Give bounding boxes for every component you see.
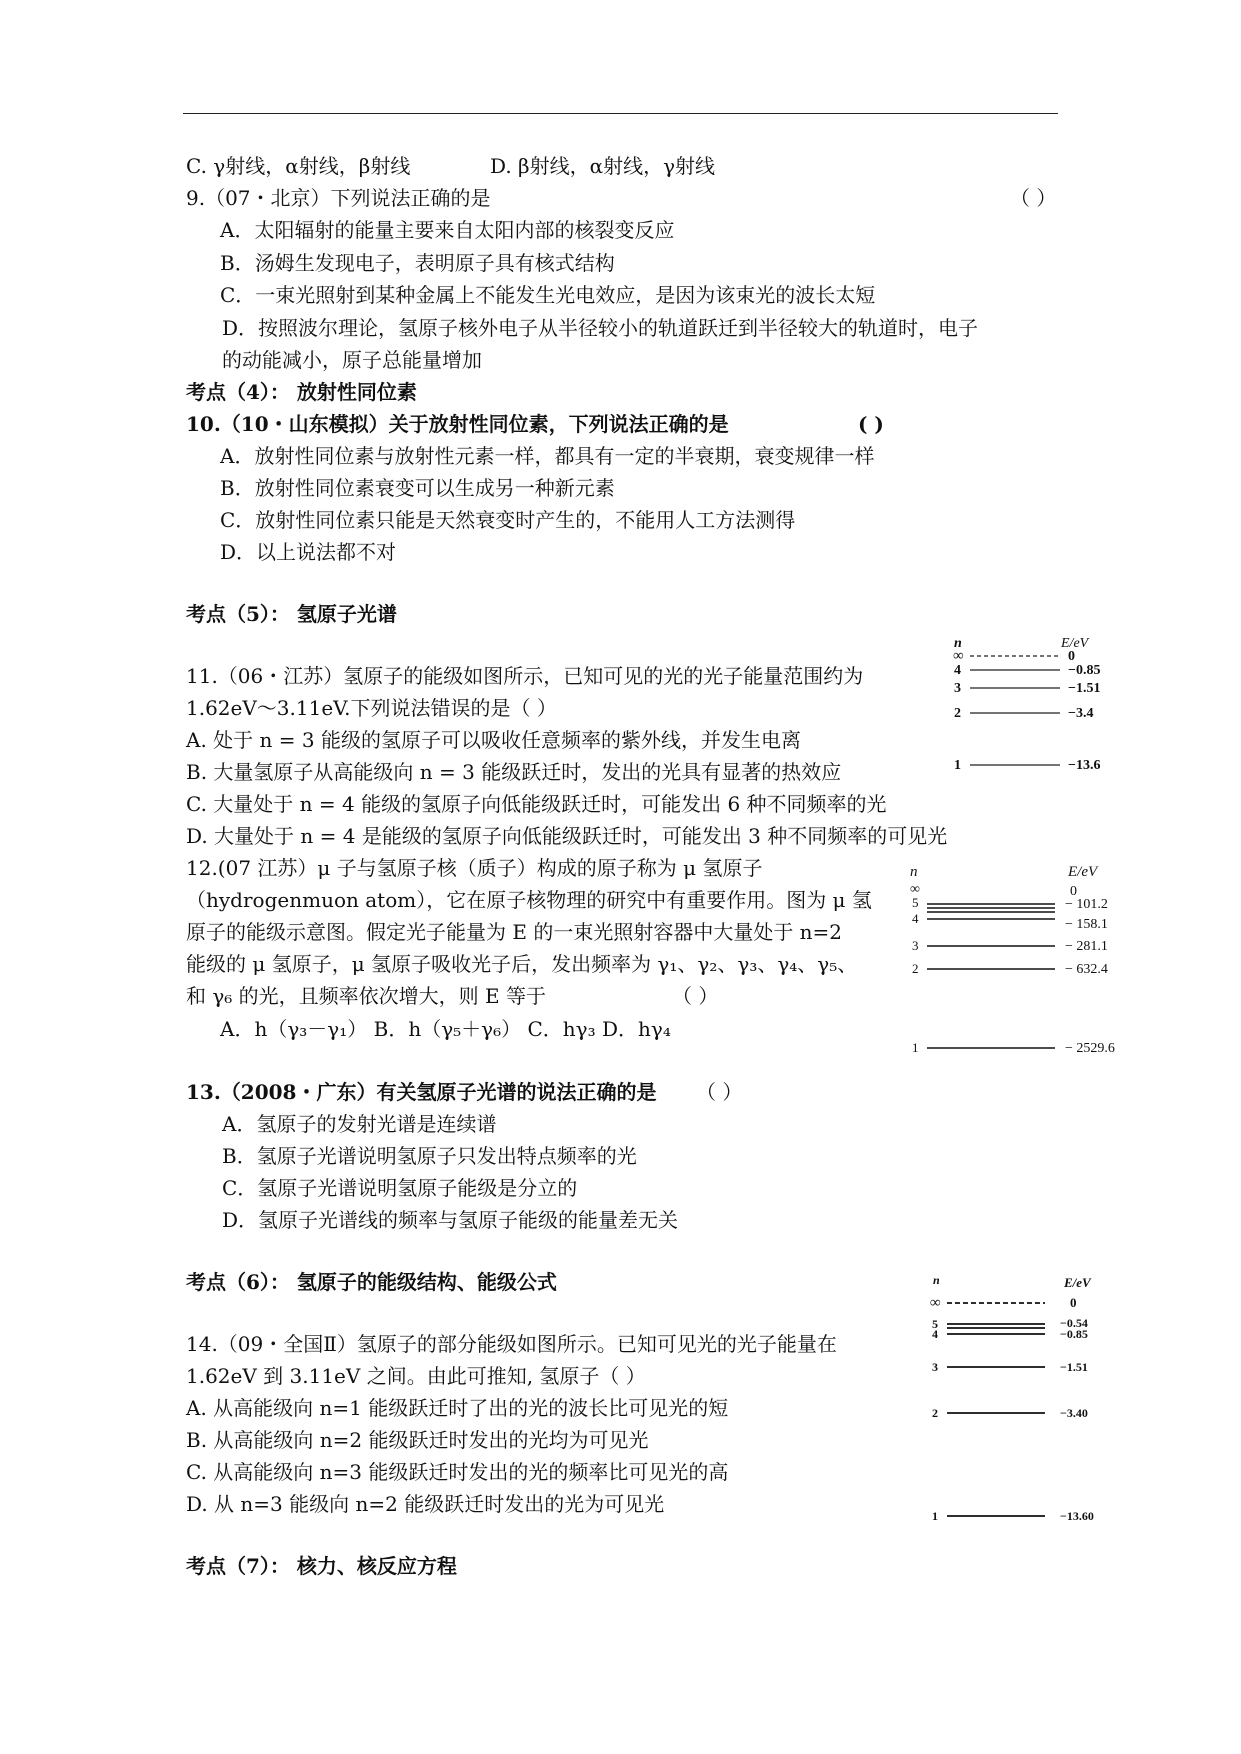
q11-stem-line1: 11.（06・江苏）氢原子的能级如图所示，已知可见的光的光子能量范围约为 <box>186 664 864 688</box>
fig-level-label: 4 <box>932 1327 938 1341</box>
q13-option-d: D．氢原子光谱线的频率与氢原子能级的能量差无关 <box>222 1208 679 1232</box>
fig-level-label: ∞ <box>910 882 920 897</box>
fig-level-value: −0.85 <box>1068 663 1101 678</box>
fig-n-label: n <box>954 636 962 651</box>
fig-level-value: 0 <box>1070 884 1077 899</box>
q10-option-d: D．以上说法都不对 <box>220 540 397 564</box>
q12-text-line4: 能级的 μ 氢原子，μ 氢原子吸收光子后，发出频率为 γ₁、γ₂、γ₃、γ₄、γ₅、 <box>186 952 858 976</box>
q9-option-a: A．太阳辐射的能量主要来自太阳内部的核裂变反应 <box>220 218 675 242</box>
q14-option-c: C. 从高能级向 n=3 能级跃迁时发出的光的频率比可见光的高 <box>186 1460 729 1484</box>
fig-level-value: −1.51 <box>1068 681 1101 696</box>
q12-energy-level-diagram <box>905 860 1135 1060</box>
fig-n-label: n <box>933 1273 940 1287</box>
fig-level-label: ∞ <box>930 1295 941 1311</box>
section-heading-kp5: 考点（5）： 氢原子光谱 <box>186 602 397 626</box>
q10-answer-paren: ( ) <box>858 412 884 436</box>
q14-option-a: A. 从高能级向 n=1 能级跃迁时了出的光的波长比可见光的短 <box>186 1396 729 1420</box>
q9-answer-paren: （ ） <box>1010 186 1057 210</box>
q13-stem: 13.（2008・广东）有关氢原子光谱的说法正确的是 <box>186 1080 657 1104</box>
fig-level-label: 2 <box>954 706 961 721</box>
q11-option-c: C. 大量处于 n = 4 能级的氢原子向低能级跃迁时，可能发出 6 种不同频率的光 <box>186 792 887 816</box>
fig-level-label: 1 <box>932 1509 938 1523</box>
q8-option-d: D. β射线，α射线，γ射线 <box>490 154 716 178</box>
section-heading-kp4: 考点（4）： 放射性同位素 <box>186 380 417 404</box>
header-rule <box>183 113 1058 114</box>
fig-level-value: − 101.2 <box>1065 897 1108 912</box>
fig-level-value: −13.60 <box>1060 1509 1094 1523</box>
fig-level-label: 3 <box>954 681 961 696</box>
q9-option-d-line2: 的动能减小，原子总能量增加 <box>222 348 482 372</box>
fig-level-label: 5 <box>932 1317 938 1331</box>
q12-text-line1: 12.(07 江苏）μ 子与氢原子核（质子）构成的原子称为 μ 氢原子 <box>186 856 763 880</box>
q14-option-b: B. 从高能级向 n=2 能级跃迁时发出的光均为可见光 <box>186 1428 649 1452</box>
q13-option-b: B．氢原子光谱说明氢原子只发出特点频率的光 <box>222 1144 637 1168</box>
q10-option-b: B．放射性同位素衰变可以生成另一种新元素 <box>220 476 615 500</box>
fig-level-value: −13.6 <box>1068 758 1101 773</box>
fig-level-value: − 281.1 <box>1065 939 1108 954</box>
q10-stem: 10.（10・山东模拟）关于放射性同位素，下列说法正确的是 <box>186 412 729 436</box>
q11-option-a: A. 处于 n = 3 能级的氢原子可以吸收任意频率的紫外线，并发生电离 <box>186 728 801 752</box>
fig-level-label: ∞ <box>953 648 964 664</box>
q8-option-c: C. γ射线，α射线，β射线 <box>186 154 411 178</box>
q13-option-a: A．氢原子的发射光谱是连续谱 <box>222 1112 497 1136</box>
q10-option-c: C．放射性同位素只能是天然衰变时产生的，不能用人工方法测得 <box>220 508 796 532</box>
q9-stem: 9.（07・北京）下列说法正确的是 <box>186 186 491 210</box>
fig-energy-axis-label: E/eV <box>1064 1275 1091 1290</box>
fig-level-value: −3.4 <box>1068 706 1094 721</box>
q9-option-b: B．汤姆生发现电子，表明原子具有核式结构 <box>220 251 615 275</box>
fig-level-label: 1 <box>912 1040 919 1055</box>
fig-level-label: 2 <box>912 961 919 976</box>
q12-text-line3: 原子的能级示意图。假定光子能量为 E 的一束光照射容器中大量处于 n=2 <box>186 920 843 944</box>
fig-level-value: −0.85 <box>1060 1327 1088 1341</box>
q13-answer-paren: （ ） <box>696 1080 743 1104</box>
fig-level-label: 4 <box>912 911 919 926</box>
fig-level-label: 5 <box>912 895 919 910</box>
fig-level-value: − 158.1 <box>1065 917 1108 932</box>
fig-energy-axis-label: E/eV <box>1061 636 1089 651</box>
q14-stem-line2: 1.62eV 到 3.11eV 之间。由此可推知, 氢原子（ ） <box>186 1364 646 1388</box>
fig-level-label: 4 <box>954 663 961 678</box>
fig-level-value: − 2529.6 <box>1065 1041 1115 1056</box>
q12-text-line5: 和 γ₆ 的光，且频率依次增大，则 E 等于 <box>186 984 546 1008</box>
q11-energy-level-diagram <box>940 630 1120 780</box>
q11-stem-line2: 1.62eV～3.11eV.下列说法错误的是（ ） <box>186 696 557 720</box>
fig-level-label: 3 <box>912 938 919 953</box>
q9-option-d-line1: D．按照波尔理论，氢原子核外电子从半径较小的轨道跃迁到半径较大的轨道时，电子 <box>222 316 979 340</box>
fig-level-label: 2 <box>932 1406 938 1420</box>
fig-level-label: 3 <box>932 1360 938 1374</box>
q14-stem-line1: 14.（09・全国Ⅱ）氢原子的部分能级如图所示。已知可见光的光子能量在 <box>186 1332 837 1356</box>
fig-n-label: n <box>910 864 918 880</box>
q12-options: A．h（γ₃－γ₁） B．h（γ₅＋γ₆） C．hγ₃ D．hγ₄ <box>220 1017 671 1041</box>
fig-level-value: −1.51 <box>1060 1360 1088 1374</box>
q14-energy-level-diagram <box>920 1270 1110 1526</box>
section-heading-kp6: 考点（6）： 氢原子的能级结构、能级公式 <box>186 1270 557 1294</box>
fig-level-value: − 632.4 <box>1065 962 1108 977</box>
q10-option-a: A．放射性同位素与放射性元素一样，都具有一定的半衰期，衰变规律一样 <box>220 444 875 468</box>
q12-text-line2: （hydrogenmuon atom），它在原子核物理的研究中有重要作用。图为 μ 氢 <box>186 888 872 912</box>
fig-level-value: −3.40 <box>1060 1406 1088 1420</box>
q13-option-c: C．氢原子光谱说明氢原子能级是分立的 <box>222 1176 578 1200</box>
fig-level-value: 0 <box>1070 1295 1077 1310</box>
fig-level-value: −0.54 <box>1060 1316 1088 1330</box>
q11-option-d: D. 大量处于 n = 4 是能级的氢原子向低能级跃迁时，可能发出 3 种不同频率的可见光 <box>186 824 948 848</box>
fig-level-value: 0 <box>1068 649 1075 664</box>
q11-option-b: B. 大量氢原子从高能级向 n = 3 能级跃迁时，发出的光具有显著的热效应 <box>186 760 842 784</box>
q12-answer-paren: （ ） <box>672 984 719 1008</box>
fig-level-label: 1 <box>954 758 961 773</box>
q14-option-d: D. 从 n=3 能级向 n=2 能级跃迁时发出的光为可见光 <box>186 1492 665 1516</box>
q9-option-c: C．一束光照射到某种金属上不能发生光电效应，是因为该束光的波长太短 <box>220 283 876 307</box>
section-heading-kp7: 考点（7）： 核力、核反应方程 <box>186 1554 457 1578</box>
fig-energy-axis-label: E/eV <box>1068 864 1098 880</box>
